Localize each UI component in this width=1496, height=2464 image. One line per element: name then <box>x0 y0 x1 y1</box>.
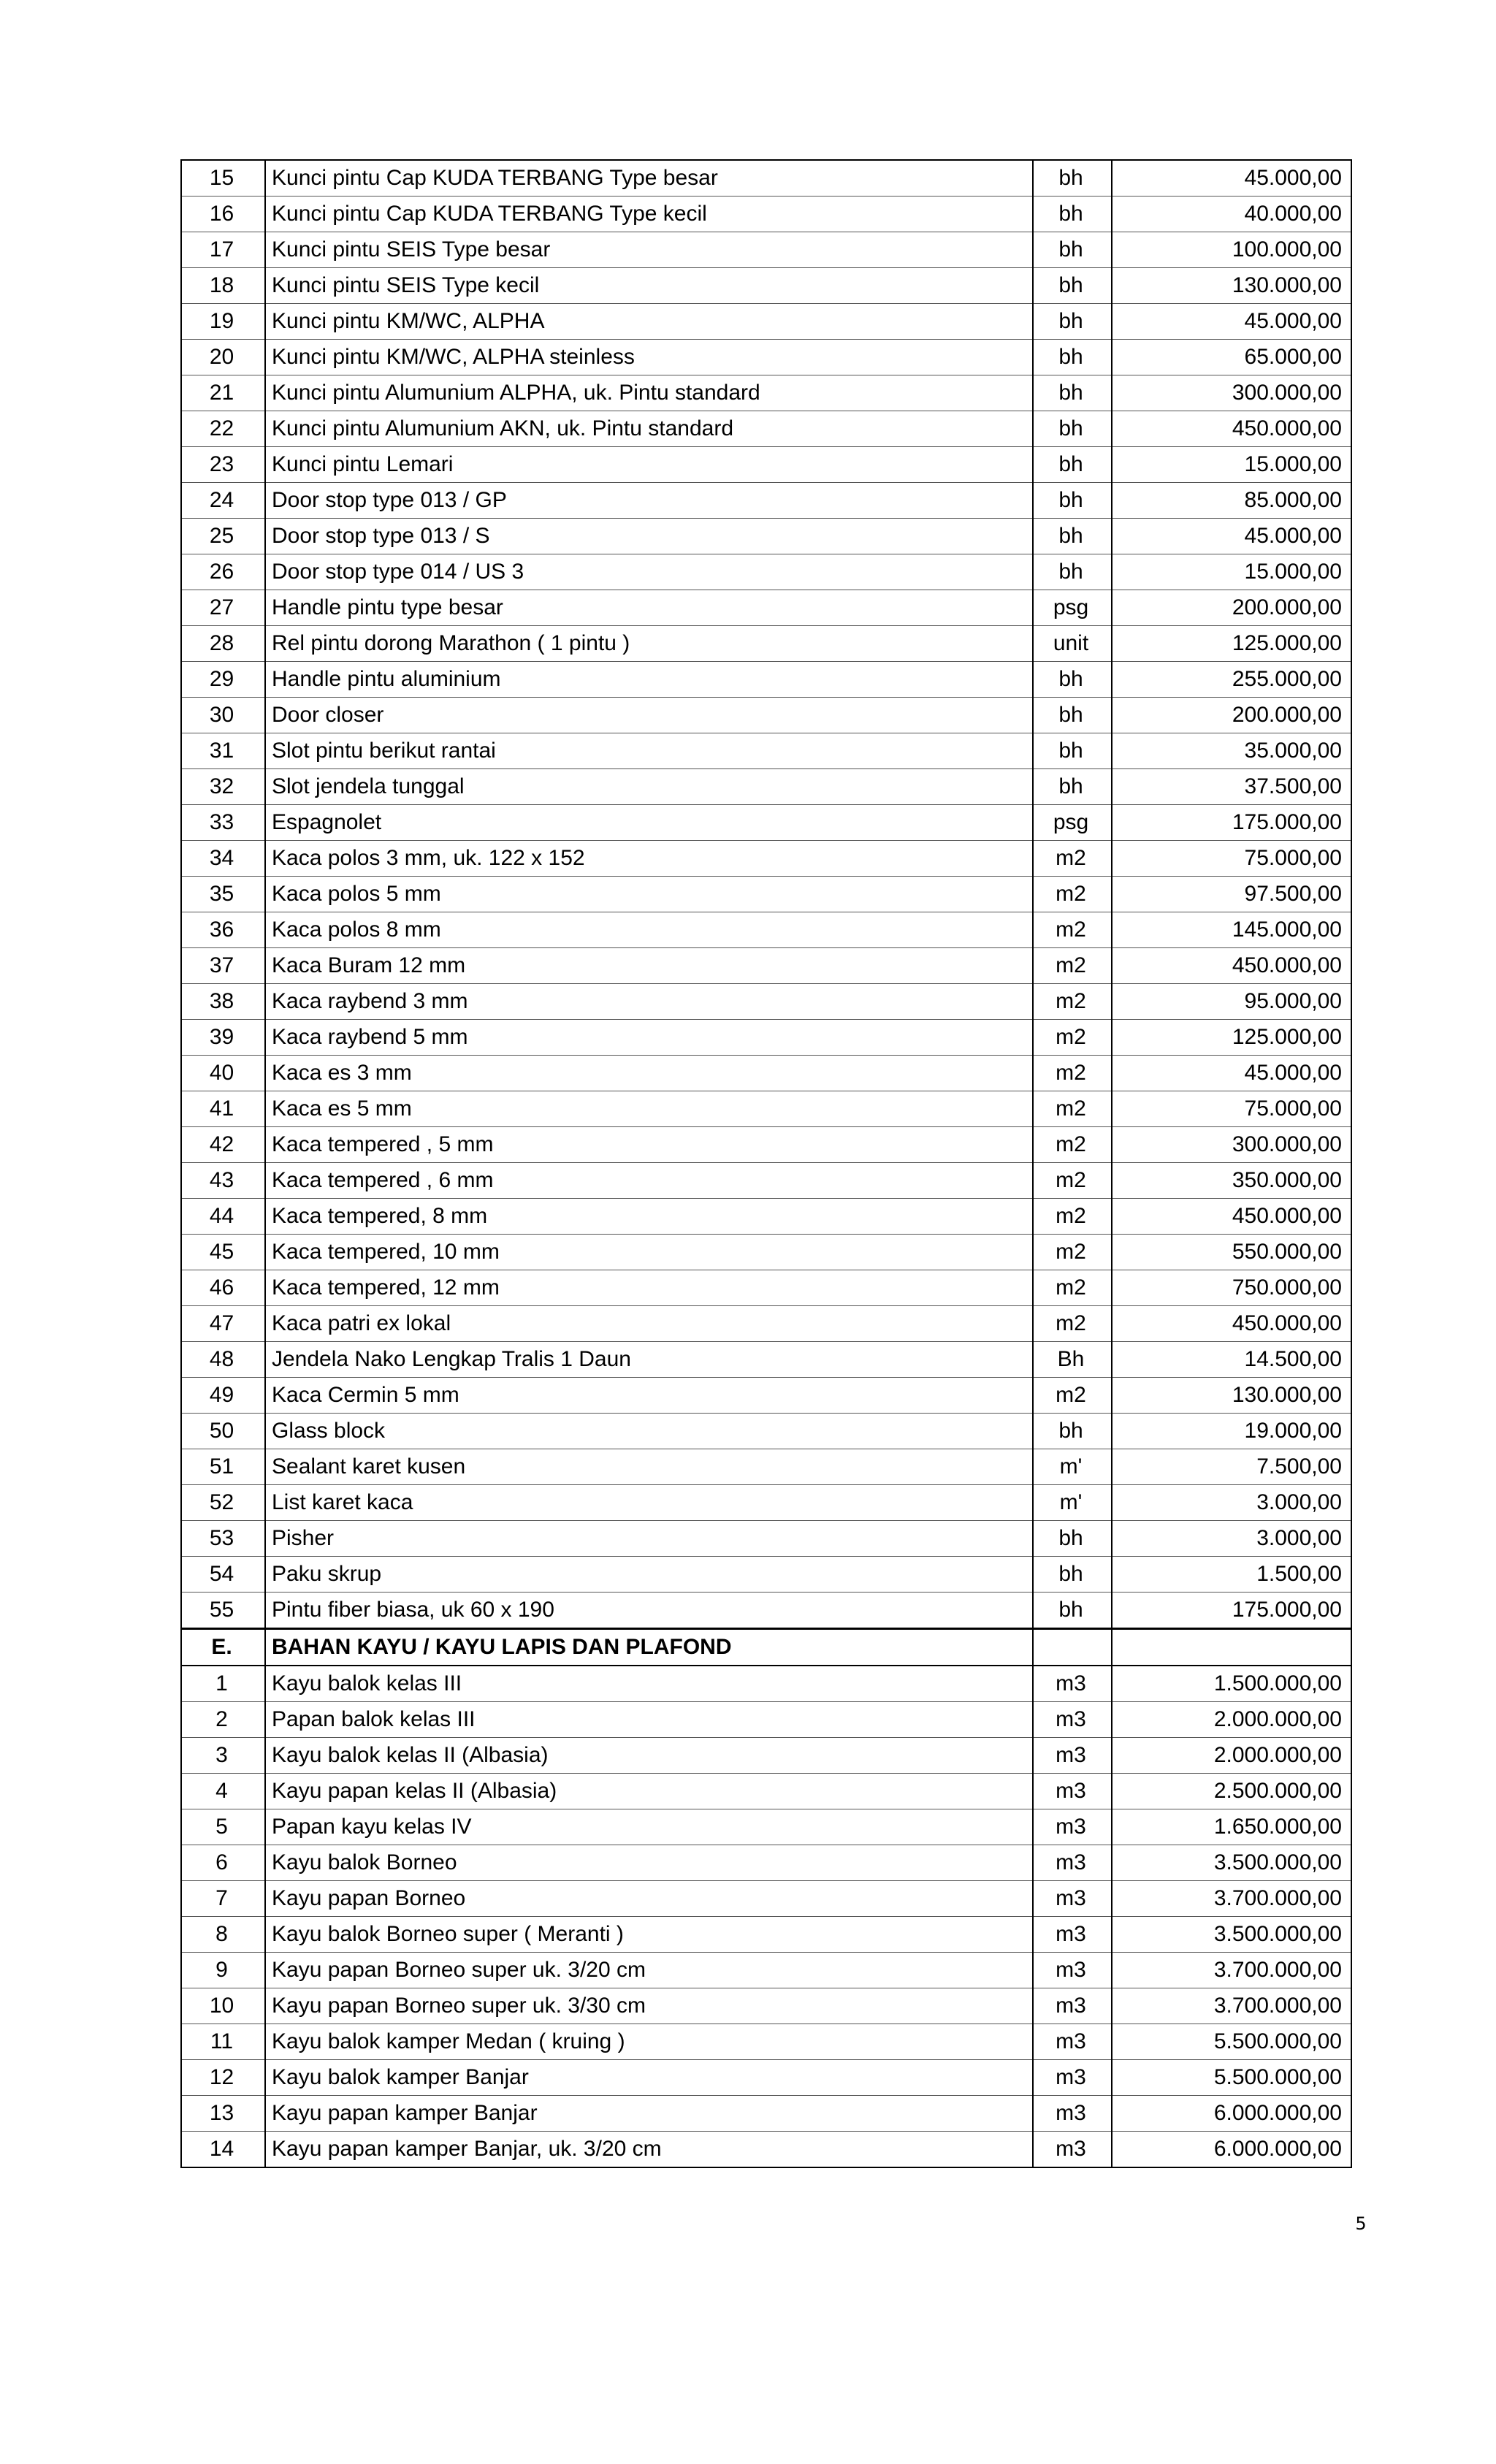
row-number-cell: 6 <box>181 1845 265 1881</box>
description-cell: Kaca tempered, 12 mm <box>265 1270 1033 1306</box>
table-row <box>181 160 1351 197</box>
description-cell: Kunci pintu Alumunium AKN, uk. Pintu standard <box>265 411 1033 447</box>
description-cell: Kunci pintu Lemari <box>265 447 1033 483</box>
unit-cell: m2 <box>1033 984 1112 1020</box>
table-row <box>181 1199 1351 1235</box>
unit-cell: m2 <box>1033 1235 1112 1270</box>
description-cell: Kayu papan Borneo <box>265 1881 1033 1917</box>
unit-cell: bh <box>1033 268 1112 304</box>
price-cell: 95.000,00 <box>1112 984 1351 1020</box>
price-cell: 85.000,00 <box>1112 483 1351 519</box>
price-cell: 2.500.000,00 <box>1112 1774 1351 1809</box>
unit-cell: bh <box>1033 554 1112 590</box>
table-row <box>181 769 1351 805</box>
row-number-cell: 4 <box>181 1774 265 1809</box>
description-cell: Kayu papan Borneo super uk. 3/30 cm <box>265 1988 1033 2024</box>
row-number-cell: 51 <box>181 1449 265 1485</box>
unit-cell: m2 <box>1033 841 1112 877</box>
description-cell: Kaca polos 5 mm <box>265 877 1033 912</box>
price-cell: 130.000,00 <box>1112 1378 1351 1414</box>
row-number-cell: 14 <box>181 2132 265 2168</box>
unit-cell: m2 <box>1033 1306 1112 1342</box>
unit-cell: m3 <box>1033 1702 1112 1738</box>
row-number-cell: 34 <box>181 841 265 877</box>
description-cell: Slot pintu berikut rantai <box>265 733 1033 769</box>
table-row <box>181 626 1351 662</box>
description-cell: Kunci pintu Alumunium ALPHA, uk. Pintu standard <box>265 375 1033 411</box>
unit-cell: m' <box>1033 1449 1112 1485</box>
table-row <box>181 733 1351 769</box>
description-cell: Kunci pintu KM/WC, ALPHA steinless <box>265 340 1033 375</box>
price-cell: 125.000,00 <box>1112 626 1351 662</box>
description-cell: Kunci pintu SEIS Type besar <box>265 232 1033 268</box>
row-number-cell: 8 <box>181 1917 265 1953</box>
price-cell: 97.500,00 <box>1112 877 1351 912</box>
price-cell: 255.000,00 <box>1112 662 1351 698</box>
description-cell: Kaca es 3 mm <box>265 1056 1033 1091</box>
row-number-cell: 43 <box>181 1163 265 1199</box>
table-row <box>181 304 1351 340</box>
table-row <box>181 1342 1351 1378</box>
table-row <box>181 662 1351 698</box>
row-number-cell: 31 <box>181 733 265 769</box>
description-cell: Kaca raybend 5 mm <box>265 1020 1033 1056</box>
unit-cell: m' <box>1033 1485 1112 1521</box>
row-number-cell: 23 <box>181 447 265 483</box>
price-cell: 3.000,00 <box>1112 1485 1351 1521</box>
unit-cell: unit <box>1033 626 1112 662</box>
unit-cell: m3 <box>1033 1666 1112 1702</box>
price-cell: 200.000,00 <box>1112 590 1351 626</box>
price-cell: 450.000,00 <box>1112 1199 1351 1235</box>
description-cell: Kayu balok kelas II (Albasia) <box>265 1738 1033 1774</box>
row-number-cell: 53 <box>181 1521 265 1557</box>
unit-cell: bh <box>1033 483 1112 519</box>
table-row <box>181 2096 1351 2132</box>
unit-cell: m2 <box>1033 1378 1112 1414</box>
row-number-cell: 47 <box>181 1306 265 1342</box>
row-number-cell: 36 <box>181 912 265 948</box>
price-cell: 45.000,00 <box>1112 519 1351 554</box>
price-cell: 1.500.000,00 <box>1112 1666 1351 1702</box>
row-number-cell: 7 <box>181 1881 265 1917</box>
unit-cell: m3 <box>1033 1845 1112 1881</box>
unit-cell: m2 <box>1033 1056 1112 1091</box>
price-cell: 450.000,00 <box>1112 411 1351 447</box>
price-cell: 3.500.000,00 <box>1112 1845 1351 1881</box>
table-row <box>181 1306 1351 1342</box>
price-cell: 14.500,00 <box>1112 1342 1351 1378</box>
row-number-cell: 3 <box>181 1738 265 1774</box>
price-cell: 45.000,00 <box>1112 304 1351 340</box>
unit-cell: m3 <box>1033 1917 1112 1953</box>
unit-cell: m2 <box>1033 1020 1112 1056</box>
description-cell: Kaca tempered, 8 mm <box>265 1199 1033 1235</box>
price-cell: 130.000,00 <box>1112 268 1351 304</box>
price-cell: 1.500,00 <box>1112 1557 1351 1593</box>
table-row <box>181 554 1351 590</box>
unit-cell: bh <box>1033 1557 1112 1593</box>
row-number-cell: 5 <box>181 1809 265 1845</box>
description-cell: Kaca polos 3 mm, uk. 122 x 152 <box>265 841 1033 877</box>
price-cell: 3.700.000,00 <box>1112 1953 1351 1988</box>
table-row <box>181 519 1351 554</box>
unit-cell: psg <box>1033 590 1112 626</box>
unit-cell: m2 <box>1033 877 1112 912</box>
row-number-cell: 40 <box>181 1056 265 1091</box>
unit-cell: bh <box>1033 197 1112 232</box>
table-row <box>181 268 1351 304</box>
description-cell: Papan balok kelas III <box>265 1702 1033 1738</box>
row-number-cell: 46 <box>181 1270 265 1306</box>
description-cell: Kaca Buram 12 mm <box>265 948 1033 984</box>
price-cell: 40.000,00 <box>1112 197 1351 232</box>
price-cell: 2.000.000,00 <box>1112 1738 1351 1774</box>
description-cell: Paku skrup <box>265 1557 1033 1593</box>
description-cell: Kaca Cermin 5 mm <box>265 1378 1033 1414</box>
row-number-cell: 10 <box>181 1988 265 2024</box>
price-cell: 19.000,00 <box>1112 1414 1351 1449</box>
unit-cell: bh <box>1033 1414 1112 1449</box>
price-cell <box>1112 1629 1351 1666</box>
row-number-cell: 42 <box>181 1127 265 1163</box>
price-cell: 145.000,00 <box>1112 912 1351 948</box>
price-cell: 3.700.000,00 <box>1112 1881 1351 1917</box>
table-row <box>181 1845 1351 1881</box>
price-cell: 3.500.000,00 <box>1112 1917 1351 1953</box>
unit-cell: m2 <box>1033 1270 1112 1306</box>
row-number-cell: 16 <box>181 197 265 232</box>
row-number-cell: 18 <box>181 268 265 304</box>
row-number-cell: 25 <box>181 519 265 554</box>
price-cell: 350.000,00 <box>1112 1163 1351 1199</box>
table-row <box>181 1557 1351 1593</box>
description-cell: Kunci pintu KM/WC, ALPHA <box>265 304 1033 340</box>
unit-cell: bh <box>1033 733 1112 769</box>
price-cell: 7.500,00 <box>1112 1449 1351 1485</box>
table-row <box>181 1414 1351 1449</box>
description-cell: Kayu balok kamper Banjar <box>265 2060 1033 2096</box>
price-cell: 1.650.000,00 <box>1112 1809 1351 1845</box>
price-cell: 45.000,00 <box>1112 1056 1351 1091</box>
unit-cell: bh <box>1033 160 1112 197</box>
row-number-cell: 15 <box>181 160 265 197</box>
table-row <box>181 1127 1351 1163</box>
table-row <box>181 1881 1351 1917</box>
description-cell: Espagnolet <box>265 805 1033 841</box>
table-row <box>181 2024 1351 2060</box>
unit-cell: m3 <box>1033 2060 1112 2096</box>
description-cell: Handle pintu type besar <box>265 590 1033 626</box>
unit-cell: psg <box>1033 805 1112 841</box>
price-cell: 3.000,00 <box>1112 1521 1351 1557</box>
description-cell: Door closer <box>265 698 1033 733</box>
row-number-cell: 33 <box>181 805 265 841</box>
price-cell: 65.000,00 <box>1112 340 1351 375</box>
unit-cell: m3 <box>1033 1953 1112 1988</box>
table-row <box>181 340 1351 375</box>
description-cell: Kaca tempered, 10 mm <box>265 1235 1033 1270</box>
row-number-cell: 48 <box>181 1342 265 1378</box>
price-cell: 35.000,00 <box>1112 733 1351 769</box>
unit-cell: bh <box>1033 340 1112 375</box>
row-number-cell: 1 <box>181 1666 265 1702</box>
price-cell: 450.000,00 <box>1112 1306 1351 1342</box>
price-cell: 15.000,00 <box>1112 554 1351 590</box>
row-number-cell: 50 <box>181 1414 265 1449</box>
description-cell: Sealant karet kusen <box>265 1449 1033 1485</box>
description-cell: List karet kaca <box>265 1485 1033 1521</box>
table-row <box>181 197 1351 232</box>
unit-cell: bh <box>1033 698 1112 733</box>
price-cell: 300.000,00 <box>1112 1127 1351 1163</box>
unit-cell: bh <box>1033 519 1112 554</box>
description-cell: Kaca polos 8 mm <box>265 912 1033 948</box>
unit-cell: m3 <box>1033 2132 1112 2168</box>
unit-cell: m3 <box>1033 2024 1112 2060</box>
table-row <box>181 1917 1351 1953</box>
unit-cell: bh <box>1033 232 1112 268</box>
page-number: 5 <box>1355 2213 1367 2234</box>
unit-cell: m3 <box>1033 1738 1112 1774</box>
unit-cell: bh <box>1033 662 1112 698</box>
row-number-cell: 38 <box>181 984 265 1020</box>
price-cell: 100.000,00 <box>1112 232 1351 268</box>
table-row <box>181 984 1351 1020</box>
price-cell: 75.000,00 <box>1112 841 1351 877</box>
row-number-cell: 52 <box>181 1485 265 1521</box>
unit-cell: m3 <box>1033 1774 1112 1809</box>
description-cell: Door stop type 013 / GP <box>265 483 1033 519</box>
row-number-cell: 22 <box>181 411 265 447</box>
price-cell: 45.000,00 <box>1112 160 1351 197</box>
table-row <box>181 912 1351 948</box>
row-number-cell: 29 <box>181 662 265 698</box>
row-number-cell: 37 <box>181 948 265 984</box>
table-row <box>181 411 1351 447</box>
row-number-cell: 21 <box>181 375 265 411</box>
row-number-cell: E. <box>181 1629 265 1666</box>
table-row <box>181 483 1351 519</box>
table-row <box>181 1091 1351 1127</box>
description-cell: Handle pintu aluminium <box>265 662 1033 698</box>
unit-cell <box>1033 1629 1112 1666</box>
description-cell: Kayu balok Borneo super ( Meranti ) <box>265 1917 1033 1953</box>
price-cell: 6.000.000,00 <box>1112 2096 1351 2132</box>
table-row <box>181 1378 1351 1414</box>
price-cell: 550.000,00 <box>1112 1235 1351 1270</box>
table-row <box>181 1270 1351 1306</box>
table-row <box>181 1235 1351 1270</box>
row-number-cell: 54 <box>181 1557 265 1593</box>
table-row <box>181 2132 1351 2168</box>
unit-cell: bh <box>1033 375 1112 411</box>
unit-cell: bh <box>1033 447 1112 483</box>
unit-cell: bh <box>1033 1593 1112 1629</box>
description-cell: Kayu papan kamper Banjar <box>265 2096 1033 2132</box>
table-row <box>181 1449 1351 1485</box>
table-row <box>181 2060 1351 2096</box>
price-cell: 175.000,00 <box>1112 1593 1351 1629</box>
unit-cell: bh <box>1033 1521 1112 1557</box>
description-cell: Rel pintu dorong Marathon ( 1 pintu ) <box>265 626 1033 662</box>
row-number-cell: 9 <box>181 1953 265 1988</box>
price-cell: 6.000.000,00 <box>1112 2132 1351 2168</box>
table-row <box>181 1485 1351 1521</box>
unit-cell: m2 <box>1033 912 1112 948</box>
row-number-cell: 44 <box>181 1199 265 1235</box>
row-number-cell: 20 <box>181 340 265 375</box>
description-cell: Kaca es 5 mm <box>265 1091 1033 1127</box>
table-row <box>181 1738 1351 1774</box>
table-row <box>181 1774 1351 1809</box>
unit-cell: bh <box>1033 411 1112 447</box>
description-cell: Pisher <box>265 1521 1033 1557</box>
row-number-cell: 45 <box>181 1235 265 1270</box>
table-row <box>181 1163 1351 1199</box>
unit-cell: m2 <box>1033 1127 1112 1163</box>
row-number-cell: 32 <box>181 769 265 805</box>
unit-cell: m2 <box>1033 1199 1112 1235</box>
price-cell: 15.000,00 <box>1112 447 1351 483</box>
table-row <box>181 948 1351 984</box>
description-cell: Door stop type 013 / S <box>265 519 1033 554</box>
table-row <box>181 1521 1351 1557</box>
table-row <box>181 1809 1351 1845</box>
price-cell: 200.000,00 <box>1112 698 1351 733</box>
row-number-cell: 30 <box>181 698 265 733</box>
row-number-cell: 2 <box>181 1702 265 1738</box>
description-cell: Kayu papan Borneo super uk. 3/20 cm <box>265 1953 1033 1988</box>
description-cell: Kaca patri ex lokal <box>265 1306 1033 1342</box>
table-row <box>181 1702 1351 1738</box>
price-cell: 5.500.000,00 <box>1112 2024 1351 2060</box>
row-number-cell: 28 <box>181 626 265 662</box>
row-number-cell: 35 <box>181 877 265 912</box>
price-list-body <box>181 160 1351 2167</box>
table-row <box>181 841 1351 877</box>
description-cell: Glass block <box>265 1414 1033 1449</box>
table-row <box>181 1056 1351 1091</box>
row-number-cell: 41 <box>181 1091 265 1127</box>
description-cell: Kaca raybend 3 mm <box>265 984 1033 1020</box>
description-cell: Kayu balok Borneo <box>265 1845 1033 1881</box>
table-row <box>181 1666 1351 1702</box>
description-cell: Pintu fiber biasa, uk 60 x 190 <box>265 1593 1033 1629</box>
unit-cell: m3 <box>1033 1881 1112 1917</box>
price-cell: 450.000,00 <box>1112 948 1351 984</box>
table-row <box>181 1020 1351 1056</box>
price-cell: 5.500.000,00 <box>1112 2060 1351 2096</box>
table-row <box>181 232 1351 268</box>
unit-cell: m3 <box>1033 2096 1112 2132</box>
description-cell: Kunci pintu SEIS Type kecil <box>265 268 1033 304</box>
row-number-cell: 49 <box>181 1378 265 1414</box>
row-number-cell: 26 <box>181 554 265 590</box>
description-cell: Kaca tempered , 6 mm <box>265 1163 1033 1199</box>
unit-cell: m3 <box>1033 1809 1112 1845</box>
description-cell: Kayu balok kamper Medan ( kruing ) <box>265 2024 1033 2060</box>
price-cell: 750.000,00 <box>1112 1270 1351 1306</box>
price-cell: 300.000,00 <box>1112 375 1351 411</box>
table-row <box>181 1988 1351 2024</box>
table-row <box>181 375 1351 411</box>
row-number-cell: 39 <box>181 1020 265 1056</box>
price-cell: 2.000.000,00 <box>1112 1702 1351 1738</box>
description-cell: Slot jendela tunggal <box>265 769 1033 805</box>
price-cell: 37.500,00 <box>1112 769 1351 805</box>
description-cell: Kaca tempered , 5 mm <box>265 1127 1033 1163</box>
description-cell: Kayu papan kelas II (Albasia) <box>265 1774 1033 1809</box>
price-cell: 175.000,00 <box>1112 805 1351 841</box>
price-list-table <box>180 159 1352 2168</box>
unit-cell: m3 <box>1033 1988 1112 2024</box>
table-row <box>181 877 1351 912</box>
description-cell: Door stop type 014 / US 3 <box>265 554 1033 590</box>
table-row <box>181 447 1351 483</box>
table-row <box>181 590 1351 626</box>
row-number-cell: 12 <box>181 2060 265 2096</box>
unit-cell: m2 <box>1033 948 1112 984</box>
description-cell: BAHAN KAYU / KAYU LAPIS DAN PLAFOND <box>265 1629 1033 1666</box>
description-cell: Kayu papan kamper Banjar, uk. 3/20 cm <box>265 2132 1033 2168</box>
row-number-cell: 55 <box>181 1593 265 1629</box>
description-cell: Kayu balok kelas III <box>265 1666 1033 1702</box>
unit-cell: Bh <box>1033 1342 1112 1378</box>
price-cell: 125.000,00 <box>1112 1020 1351 1056</box>
description-cell: Kunci pintu Cap KUDA TERBANG Type kecil <box>265 197 1033 232</box>
description-cell: Kunci pintu Cap KUDA TERBANG Type besar <box>265 160 1033 197</box>
table-row <box>181 698 1351 733</box>
row-number-cell: 24 <box>181 483 265 519</box>
table-row <box>181 805 1351 841</box>
description-cell: Jendela Nako Lengkap Tralis 1 Daun <box>265 1342 1033 1378</box>
unit-cell: m2 <box>1033 1163 1112 1199</box>
description-cell: Papan kayu kelas IV <box>265 1809 1033 1845</box>
row-number-cell: 27 <box>181 590 265 626</box>
unit-cell: m2 <box>1033 1091 1112 1127</box>
row-number-cell: 17 <box>181 232 265 268</box>
unit-cell: bh <box>1033 769 1112 805</box>
row-number-cell: 11 <box>181 2024 265 2060</box>
price-cell: 75.000,00 <box>1112 1091 1351 1127</box>
price-cell: 3.700.000,00 <box>1112 1988 1351 2024</box>
table-row <box>181 1953 1351 1988</box>
unit-cell: bh <box>1033 304 1112 340</box>
section-header-row <box>181 1629 1351 1666</box>
row-number-cell: 13 <box>181 2096 265 2132</box>
table-row <box>181 1593 1351 1629</box>
row-number-cell: 19 <box>181 304 265 340</box>
